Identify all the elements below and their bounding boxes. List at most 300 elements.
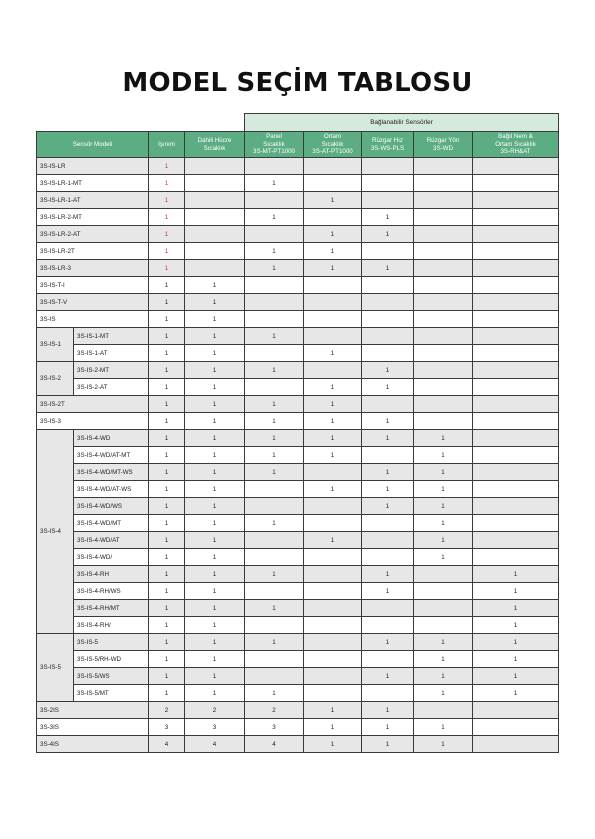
model-name: 3S-IS-4-RH/MT bbox=[74, 600, 149, 617]
sensor-count-cell bbox=[304, 549, 362, 566]
sensor-count-cell: 3 bbox=[245, 719, 304, 736]
model-name: 3S-IS-1-MT bbox=[74, 328, 149, 345]
sensor-count-cell: 1 bbox=[304, 379, 362, 396]
sensor-count-cell: 4 bbox=[149, 736, 185, 753]
sensor-count-cell: 1 bbox=[149, 260, 185, 277]
sensor-count-cell bbox=[245, 311, 304, 328]
sensor-count-cell: 1 bbox=[185, 311, 245, 328]
sensor-count-cell: 1 bbox=[245, 413, 304, 430]
sensor-count-cell: 1 bbox=[304, 736, 362, 753]
table-row bbox=[37, 175, 559, 192]
model-name: 3S-IS-4-WD bbox=[74, 430, 149, 447]
sensor-count-cell: 1 bbox=[149, 634, 185, 651]
sensor-count-cell bbox=[245, 668, 304, 685]
sensor-count-cell: 1 bbox=[185, 413, 245, 430]
sensor-count-cell bbox=[245, 583, 304, 600]
sensor-count-cell: 1 bbox=[414, 430, 473, 447]
sensor-count-cell bbox=[362, 396, 414, 413]
model-name: 3S-IS-LR bbox=[37, 158, 149, 175]
sensor-count-cell: 1 bbox=[473, 583, 559, 600]
model-name: 3S-IS-4-RH/ bbox=[74, 617, 149, 634]
sensor-count-cell: 1 bbox=[185, 498, 245, 515]
sensor-count-cell: 1 bbox=[149, 464, 185, 481]
sensor-count-cell bbox=[362, 685, 414, 702]
sensor-count-cell bbox=[473, 379, 559, 396]
sensor-count-cell: 1 bbox=[149, 175, 185, 192]
sensor-count-cell bbox=[304, 175, 362, 192]
sensor-count-cell bbox=[473, 515, 559, 532]
sensor-count-cell: 1 bbox=[362, 430, 414, 447]
model-name: 3S-IS-T-I bbox=[37, 277, 149, 294]
sensor-count-cell bbox=[245, 158, 304, 175]
sensor-count-cell bbox=[473, 702, 559, 719]
sensor-count-cell bbox=[245, 277, 304, 294]
sensor-count-cell: 1 bbox=[245, 430, 304, 447]
sensor-count-cell: 1 bbox=[185, 532, 245, 549]
sensor-count-cell: 1 bbox=[414, 651, 473, 668]
sensor-count-cell bbox=[473, 260, 559, 277]
sensor-count-cell: 1 bbox=[362, 379, 414, 396]
table-row bbox=[37, 651, 559, 668]
sensor-count-cell bbox=[473, 345, 559, 362]
sensor-count-cell: 1 bbox=[185, 583, 245, 600]
table-row bbox=[37, 413, 559, 430]
sensor-count-cell: 1 bbox=[414, 498, 473, 515]
connectable-sensors-header: Bağlanabilir Sensörler bbox=[245, 114, 559, 132]
sensor-count-cell: 1 bbox=[185, 362, 245, 379]
model-name: 3S-IS-LR-3 bbox=[37, 260, 149, 277]
sensor-count-cell: 1 bbox=[473, 600, 559, 617]
sensor-count-cell bbox=[304, 328, 362, 345]
sensor-count-cell: 1 bbox=[149, 277, 185, 294]
column-header: Panel Sıcaklık 3S-MT-PT1000 bbox=[245, 132, 304, 158]
sensor-count-cell: 1 bbox=[362, 362, 414, 379]
sensor-count-cell: 1 bbox=[185, 634, 245, 651]
table-row bbox=[37, 158, 559, 175]
sensor-count-cell bbox=[362, 192, 414, 209]
table-row bbox=[37, 430, 559, 447]
sensor-count-cell: 1 bbox=[362, 226, 414, 243]
sensor-count-cell: 1 bbox=[362, 481, 414, 498]
sensor-count-cell: 1 bbox=[245, 634, 304, 651]
sensor-count-cell: 1 bbox=[473, 617, 559, 634]
table-row bbox=[37, 277, 559, 294]
sensor-count-cell bbox=[362, 532, 414, 549]
sensor-count-cell bbox=[245, 294, 304, 311]
sensor-count-cell: 1 bbox=[149, 362, 185, 379]
sensor-count-cell: 1 bbox=[473, 566, 559, 583]
table-body bbox=[37, 158, 559, 753]
sensor-count-cell bbox=[304, 464, 362, 481]
sensor-count-cell bbox=[362, 311, 414, 328]
table-row bbox=[37, 549, 559, 566]
model-name: 3S-IS-4-WD/AT-WS bbox=[74, 481, 149, 498]
sensor-count-cell: 1 bbox=[185, 515, 245, 532]
sensor-count-cell bbox=[245, 498, 304, 515]
sensor-count-cell bbox=[304, 668, 362, 685]
sensor-count-cell bbox=[473, 396, 559, 413]
sensor-count-cell: 1 bbox=[185, 277, 245, 294]
sensor-count-cell bbox=[473, 719, 559, 736]
sensor-count-cell: 1 bbox=[362, 719, 414, 736]
sensor-count-cell bbox=[362, 549, 414, 566]
table-row bbox=[37, 226, 559, 243]
sensor-count-cell: 1 bbox=[185, 379, 245, 396]
model-name: 3S-IS-LR-1-AT bbox=[37, 192, 149, 209]
sensor-count-cell: 1 bbox=[149, 158, 185, 175]
sensor-count-cell: 1 bbox=[149, 668, 185, 685]
sensor-count-cell: 1 bbox=[185, 447, 245, 464]
page-title: MODEL SEÇİM TABLOSU bbox=[122, 68, 473, 98]
column-header: Rüzgar Yön 3S-WD bbox=[414, 132, 473, 158]
sensor-count-cell bbox=[245, 379, 304, 396]
sensor-count-cell bbox=[362, 277, 414, 294]
sensor-count-cell: 1 bbox=[362, 566, 414, 583]
sensor-count-cell: 1 bbox=[149, 481, 185, 498]
sensor-count-cell: 1 bbox=[185, 600, 245, 617]
sensor-count-cell: 1 bbox=[414, 685, 473, 702]
model-name: 3S-IS-5 bbox=[74, 634, 149, 651]
sensor-count-cell: 1 bbox=[362, 260, 414, 277]
sensor-count-cell: 1 bbox=[304, 430, 362, 447]
table-row bbox=[37, 328, 559, 345]
sensor-count-cell: 1 bbox=[304, 345, 362, 362]
sensor-count-cell: 1 bbox=[414, 549, 473, 566]
sensor-count-cell: 1 bbox=[245, 515, 304, 532]
sensor-count-cell: 1 bbox=[304, 481, 362, 498]
table-row bbox=[37, 736, 559, 753]
sensor-count-cell: 1 bbox=[149, 549, 185, 566]
sensor-count-cell bbox=[473, 175, 559, 192]
model-name: 3S-IS-LR-2-AT bbox=[37, 226, 149, 243]
model-name: 3S-IS-LR-1-MT bbox=[37, 175, 149, 192]
sensor-count-cell: 4 bbox=[185, 736, 245, 753]
sensor-count-cell bbox=[304, 311, 362, 328]
model-name: 3S-3IS bbox=[37, 719, 149, 736]
sensor-count-cell bbox=[473, 192, 559, 209]
sensor-count-cell: 1 bbox=[245, 566, 304, 583]
model-name: 3S-IS-4-WD/AT bbox=[74, 532, 149, 549]
sensor-count-cell: 1 bbox=[414, 719, 473, 736]
sensor-count-cell: 1 bbox=[149, 379, 185, 396]
model-group-label: 3S-IS-1 bbox=[37, 328, 74, 362]
sensor-count-cell: 1 bbox=[149, 515, 185, 532]
sensor-count-cell: 1 bbox=[149, 294, 185, 311]
sensor-count-cell: 1 bbox=[414, 634, 473, 651]
sensor-count-cell: 1 bbox=[362, 702, 414, 719]
sensor-count-cell bbox=[362, 447, 414, 464]
model-name: 3S-IS-1-AT bbox=[74, 345, 149, 362]
column-header: Işınım bbox=[149, 132, 185, 158]
sensor-count-cell: 1 bbox=[149, 413, 185, 430]
sensor-count-cell: 1 bbox=[245, 685, 304, 702]
sensor-count-cell: 2 bbox=[245, 702, 304, 719]
sensor-count-cell: 1 bbox=[149, 651, 185, 668]
table-row bbox=[37, 515, 559, 532]
table-row bbox=[37, 362, 559, 379]
sensor-count-cell: 1 bbox=[414, 447, 473, 464]
sensor-count-cell: 1 bbox=[149, 617, 185, 634]
sensor-count-cell: 1 bbox=[414, 464, 473, 481]
sensor-count-cell bbox=[414, 243, 473, 260]
sensor-count-cell bbox=[245, 226, 304, 243]
sensor-count-cell bbox=[362, 175, 414, 192]
table-row bbox=[37, 719, 559, 736]
sensor-count-cell bbox=[473, 294, 559, 311]
sensor-count-cell: 1 bbox=[414, 481, 473, 498]
model-name: 3S-IS-2-AT bbox=[74, 379, 149, 396]
sensor-count-cell: 1 bbox=[185, 345, 245, 362]
sensor-count-cell bbox=[473, 226, 559, 243]
model-selection-table bbox=[36, 113, 559, 753]
model-name: 3S-IS-5/WS bbox=[74, 668, 149, 685]
sensor-count-cell bbox=[414, 583, 473, 600]
sensor-count-cell bbox=[414, 260, 473, 277]
sensor-count-cell: 1 bbox=[185, 294, 245, 311]
sensor-count-cell: 1 bbox=[362, 498, 414, 515]
sensor-count-cell: 1 bbox=[304, 226, 362, 243]
sensor-count-cell bbox=[362, 158, 414, 175]
model-name: 3S-IS-3 bbox=[37, 413, 149, 430]
sensor-count-cell: 1 bbox=[185, 481, 245, 498]
sensor-count-cell bbox=[414, 379, 473, 396]
sensor-count-cell bbox=[362, 617, 414, 634]
sensor-count-cell: 1 bbox=[149, 600, 185, 617]
sensor-count-cell bbox=[473, 430, 559, 447]
sensor-count-cell: 1 bbox=[149, 328, 185, 345]
sensor-count-cell bbox=[245, 192, 304, 209]
table-row bbox=[37, 634, 559, 651]
model-name: 3S-IS-4-WD/MT-WS bbox=[74, 464, 149, 481]
table-row bbox=[37, 311, 559, 328]
model-name: 3S-IS-4-WD/MT bbox=[74, 515, 149, 532]
sensor-count-cell: 1 bbox=[149, 396, 185, 413]
sensor-count-cell bbox=[414, 192, 473, 209]
model-name: 3S-IS-LR-2-MT bbox=[37, 209, 149, 226]
sensor-count-cell: 1 bbox=[473, 668, 559, 685]
sensor-band-row bbox=[37, 114, 559, 132]
sensor-count-cell bbox=[185, 158, 245, 175]
table-row bbox=[37, 702, 559, 719]
sensor-count-cell: 1 bbox=[304, 413, 362, 430]
sensor-count-cell: 1 bbox=[185, 430, 245, 447]
sensor-count-cell bbox=[304, 362, 362, 379]
model-group-label: 3S-IS-2 bbox=[37, 362, 74, 396]
sensor-count-cell bbox=[414, 175, 473, 192]
sensor-count-cell: 1 bbox=[304, 447, 362, 464]
model-name: 3S-IS-2T bbox=[37, 396, 149, 413]
sensor-count-cell: 1 bbox=[149, 430, 185, 447]
sensor-count-cell: 1 bbox=[149, 447, 185, 464]
sensor-count-cell bbox=[185, 209, 245, 226]
model-name: 3S-IS bbox=[37, 311, 149, 328]
sensor-count-cell: 1 bbox=[304, 532, 362, 549]
sensor-count-cell bbox=[473, 209, 559, 226]
sensor-count-cell bbox=[473, 243, 559, 260]
model-name: 3S-IS-4-WD/WS bbox=[74, 498, 149, 515]
sensor-count-cell: 1 bbox=[473, 634, 559, 651]
sensor-count-cell: 1 bbox=[245, 600, 304, 617]
column-header: Bağıl Nem & Ortam Sıcaklık 3S-RH&AT bbox=[473, 132, 559, 158]
sensor-count-cell: 1 bbox=[473, 651, 559, 668]
sensor-count-cell bbox=[304, 600, 362, 617]
column-header: Dahili Hücre Sıcaklık bbox=[185, 132, 245, 158]
table-row bbox=[37, 192, 559, 209]
sensor-count-cell: 1 bbox=[185, 668, 245, 685]
sensor-count-cell: 1 bbox=[185, 328, 245, 345]
table-row bbox=[37, 532, 559, 549]
sensor-count-cell: 1 bbox=[149, 498, 185, 515]
sensor-count-cell bbox=[185, 226, 245, 243]
sensor-count-cell: 1 bbox=[185, 396, 245, 413]
sensor-count-cell: 1 bbox=[245, 362, 304, 379]
sensor-count-cell bbox=[414, 209, 473, 226]
sensor-count-cell bbox=[414, 277, 473, 294]
sensor-count-cell bbox=[414, 702, 473, 719]
sensor-count-cell bbox=[473, 328, 559, 345]
sensor-count-cell bbox=[414, 362, 473, 379]
model-name: 3S-IS-5/MT bbox=[74, 685, 149, 702]
model-name: 3S-IS-T-V bbox=[37, 294, 149, 311]
sensor-count-cell: 1 bbox=[149, 243, 185, 260]
sensor-count-cell: 1 bbox=[473, 685, 559, 702]
sensor-count-cell: 1 bbox=[304, 260, 362, 277]
sensor-count-cell bbox=[473, 532, 559, 549]
table-row bbox=[37, 260, 559, 277]
sensor-count-cell: 1 bbox=[185, 549, 245, 566]
model-name: 3S-IS-LR-2T bbox=[37, 243, 149, 260]
table-row bbox=[37, 668, 559, 685]
sensor-count-cell: 1 bbox=[185, 685, 245, 702]
sensor-count-cell: 1 bbox=[149, 311, 185, 328]
sensor-count-cell: 1 bbox=[149, 532, 185, 549]
sensor-count-cell: 1 bbox=[149, 192, 185, 209]
sensor-count-cell: 1 bbox=[304, 243, 362, 260]
sensor-count-cell bbox=[473, 362, 559, 379]
sensor-count-cell bbox=[414, 396, 473, 413]
sensor-count-cell: 1 bbox=[149, 209, 185, 226]
sensor-count-cell bbox=[473, 277, 559, 294]
sensor-count-cell: 1 bbox=[185, 651, 245, 668]
sensor-count-cell bbox=[473, 311, 559, 328]
sensor-count-cell: 1 bbox=[414, 532, 473, 549]
sensor-count-cell bbox=[304, 498, 362, 515]
sensor-count-cell: 1 bbox=[149, 685, 185, 702]
sensor-count-cell bbox=[414, 158, 473, 175]
sensor-count-cell bbox=[245, 481, 304, 498]
sensor-count-cell bbox=[414, 328, 473, 345]
sensor-count-cell bbox=[362, 243, 414, 260]
sensor-count-cell bbox=[304, 685, 362, 702]
sensor-count-cell bbox=[245, 651, 304, 668]
table-row bbox=[37, 566, 559, 583]
column-header: Rüzgar Hız 3S-WS-PLS bbox=[362, 132, 414, 158]
sensor-count-cell bbox=[304, 566, 362, 583]
sensor-count-cell bbox=[473, 447, 559, 464]
sensor-count-cell bbox=[473, 464, 559, 481]
sensor-count-cell bbox=[414, 600, 473, 617]
model-name: 3S-IS-5/RH-WD bbox=[74, 651, 149, 668]
model-group-label: 3S-IS-4 bbox=[37, 430, 74, 634]
model-name: 3S-IS-4-WD/AT-MT bbox=[74, 447, 149, 464]
sensor-count-cell bbox=[473, 413, 559, 430]
sensor-count-cell: 1 bbox=[245, 464, 304, 481]
sensor-count-cell: 1 bbox=[414, 668, 473, 685]
table-row bbox=[37, 209, 559, 226]
sensor-count-cell: 1 bbox=[362, 464, 414, 481]
sensor-count-cell: 2 bbox=[185, 702, 245, 719]
sensor-count-cell: 1 bbox=[245, 328, 304, 345]
model-name: 3S-IS-4-RH/WS bbox=[74, 583, 149, 600]
sensor-count-cell: 3 bbox=[185, 719, 245, 736]
sensor-count-cell bbox=[473, 498, 559, 515]
sensor-count-cell bbox=[185, 192, 245, 209]
sensor-count-cell bbox=[245, 549, 304, 566]
sensor-count-cell: 1 bbox=[149, 345, 185, 362]
sensor-count-cell: 1 bbox=[304, 192, 362, 209]
sensor-count-cell bbox=[304, 209, 362, 226]
table-row bbox=[37, 464, 559, 481]
table-row bbox=[37, 600, 559, 617]
sensor-count-cell: 2 bbox=[149, 702, 185, 719]
sensor-count-cell: 1 bbox=[414, 736, 473, 753]
sensor-count-cell: 1 bbox=[149, 583, 185, 600]
sensor-count-cell: 1 bbox=[362, 209, 414, 226]
sensor-count-cell bbox=[185, 260, 245, 277]
sensor-count-cell bbox=[414, 294, 473, 311]
sensor-count-cell bbox=[304, 277, 362, 294]
sensor-count-cell bbox=[414, 311, 473, 328]
sensor-count-cell: 1 bbox=[304, 719, 362, 736]
sensor-count-cell bbox=[362, 328, 414, 345]
model-name: 3S-4IS bbox=[37, 736, 149, 753]
table-row bbox=[37, 294, 559, 311]
sensor-count-cell: 1 bbox=[245, 260, 304, 277]
sensor-count-cell bbox=[304, 651, 362, 668]
sensor-count-cell: 1 bbox=[149, 226, 185, 243]
sensor-count-cell bbox=[362, 345, 414, 362]
sensor-count-cell: 1 bbox=[362, 668, 414, 685]
sensor-count-cell: 1 bbox=[245, 175, 304, 192]
table-row bbox=[37, 617, 559, 634]
sensor-count-cell bbox=[245, 532, 304, 549]
sensor-count-cell bbox=[362, 651, 414, 668]
table-row bbox=[37, 481, 559, 498]
sensor-count-cell: 1 bbox=[362, 413, 414, 430]
sensor-count-cell: 1 bbox=[362, 736, 414, 753]
sensor-count-cell: 1 bbox=[414, 515, 473, 532]
model-name: 3S-IS-4-RH bbox=[74, 566, 149, 583]
sensor-count-cell bbox=[362, 294, 414, 311]
table-row bbox=[37, 447, 559, 464]
sensor-count-cell bbox=[414, 617, 473, 634]
sensor-count-cell bbox=[414, 413, 473, 430]
sensor-count-cell bbox=[245, 617, 304, 634]
model-name: 3S-IS-4-WD/ bbox=[74, 549, 149, 566]
sensor-count-cell: 1 bbox=[149, 566, 185, 583]
sensor-count-cell bbox=[473, 481, 559, 498]
sensor-count-cell: 1 bbox=[185, 566, 245, 583]
table-row bbox=[37, 379, 559, 396]
sensor-count-cell bbox=[362, 600, 414, 617]
sensor-count-cell bbox=[414, 345, 473, 362]
sensor-count-cell bbox=[304, 634, 362, 651]
sensor-count-cell: 1 bbox=[185, 617, 245, 634]
model-name: 3S-2IS bbox=[37, 702, 149, 719]
column-header: Ortam Sıcaklık 3S-AT-PT1000 bbox=[304, 132, 362, 158]
table-row bbox=[37, 396, 559, 413]
sensor-count-cell: 1 bbox=[362, 583, 414, 600]
